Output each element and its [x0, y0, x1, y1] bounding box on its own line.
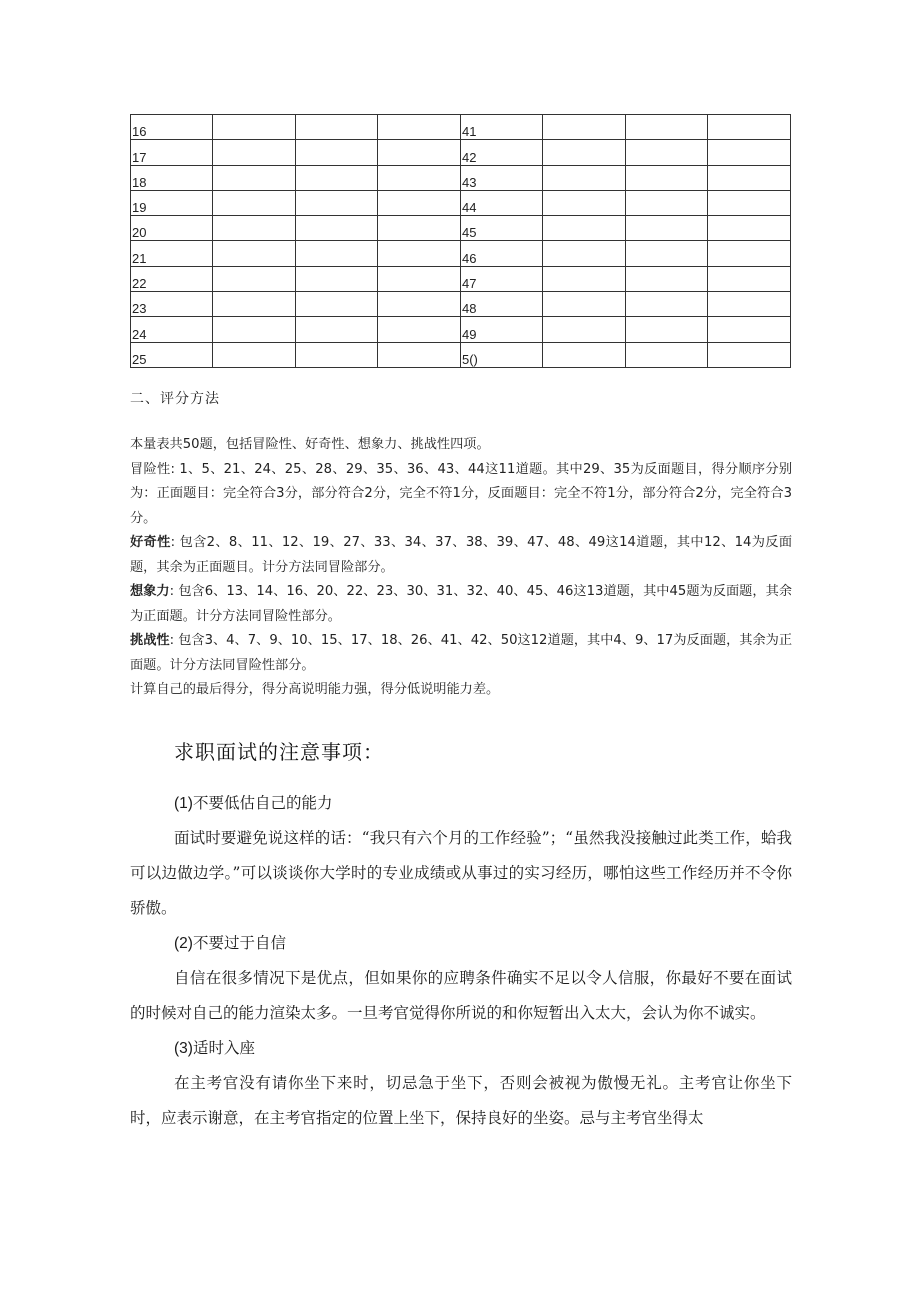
- imagination-label: 想象力: [130, 584, 170, 599]
- answer-cell: [626, 266, 708, 291]
- adventure-label: 冒险性: [130, 461, 171, 477]
- question-number-right: 43: [461, 165, 543, 190]
- curiosity-label: 好奇性: [130, 535, 171, 550]
- question-number-right: 46: [461, 241, 543, 266]
- question-number-left: 25: [131, 342, 213, 367]
- answer-cell: [296, 241, 378, 266]
- question-number-left: 19: [131, 190, 213, 215]
- answer-cell: [378, 292, 461, 317]
- question-number-right: 49: [461, 317, 543, 342]
- answer-cell: [296, 266, 378, 291]
- answer-cell: [708, 165, 791, 190]
- answer-cell: [543, 115, 626, 140]
- table-row: [131, 115, 791, 140]
- table-row: [131, 190, 791, 215]
- answer-cell: [543, 317, 626, 342]
- question-number-left: 16: [131, 115, 213, 140]
- answer-cell: [626, 241, 708, 266]
- table-row: [131, 342, 791, 367]
- question-number-right: 44: [461, 190, 543, 215]
- answer-cell: [296, 165, 378, 190]
- question-number-left: 21: [131, 241, 213, 266]
- question-number-left: 23: [131, 292, 213, 317]
- answer-cell: [296, 216, 378, 241]
- answer-cell: [543, 165, 626, 190]
- answer-cell: [708, 292, 791, 317]
- answer-cell: [296, 292, 378, 317]
- answer-cell: [378, 266, 461, 291]
- table-row: [131, 140, 791, 165]
- answer-cell: [626, 342, 708, 367]
- note-3-heading: (3)适时入座: [174, 1040, 255, 1057]
- note-1-heading: (1)不要低估自己的能力: [174, 795, 333, 812]
- answer-cell: [296, 140, 378, 165]
- answer-cell: [378, 216, 461, 241]
- answer-table: [130, 114, 791, 368]
- answer-cell: [213, 140, 296, 165]
- answer-cell: [626, 190, 708, 215]
- answer-cell: [213, 165, 296, 190]
- answer-cell: [296, 342, 378, 367]
- answer-cell: [213, 190, 296, 215]
- scoring-method: [130, 433, 792, 703]
- question-number-left: 17: [131, 140, 213, 165]
- answer-cell: [543, 190, 626, 215]
- answer-cell: [378, 190, 461, 215]
- question-number-right: 41: [461, 115, 543, 140]
- scoring-intro: 本量表共50题，包括冒险性、好奇性、想象力、挑战性四项。: [130, 437, 490, 452]
- table-row: [131, 317, 791, 342]
- answer-cell: [626, 140, 708, 165]
- answer-cell: [378, 241, 461, 266]
- note-2-heading: (2)不要过于自信: [174, 935, 286, 952]
- answer-cell: [213, 342, 296, 367]
- answer-cell: [626, 115, 708, 140]
- question-number-left: 20: [131, 216, 213, 241]
- adventure-text: : 1、5、21、24、25、28、29、35、36、43、44这11道题。其中29、35为反面题目，得分顺序分别为：正面题目：完全符合3分，部分符合2分，完全不符1分，反面题目：完全不符1分，部分符合2分，完全符合3分。: [130, 461, 793, 526]
- table-row: [131, 241, 791, 266]
- answer-cell: [543, 266, 626, 291]
- scoring-imagination: [130, 580, 792, 629]
- scoring-challenge: [130, 629, 792, 678]
- answer-cell: [626, 216, 708, 241]
- scoring-conclusion: 计算自己的最后得分，得分高说明能力强，得分低说明能力差。: [130, 682, 500, 697]
- answer-cell: [708, 317, 791, 342]
- question-number-left: 24: [131, 317, 213, 342]
- challenge-text: : 包含3、4、7、9、10、15、17、18、26、41、42、50这12道题，其中4、9、17为反面题，其余为正面题。计分方法同冒险性部分。: [130, 633, 793, 673]
- answer-cell: [708, 241, 791, 266]
- notes-title: 求职面试的注意事项：: [174, 740, 384, 764]
- curiosity-text: : 包含2、8、11、12、19、27、33、34、37、38、39、47、48、49这14道题，其中12、14为反面题，其余为正面题目。计分方法同冒险部分。: [130, 535, 793, 575]
- answer-cell: [378, 342, 461, 367]
- answer-cell: [296, 317, 378, 342]
- answer-cell: [213, 292, 296, 317]
- table-row: [131, 216, 791, 241]
- answer-cell: [213, 241, 296, 266]
- answer-cell: [296, 190, 378, 215]
- answer-cell: [543, 140, 626, 165]
- answer-cell: [296, 115, 378, 140]
- note-3-body: 在主考官没有请你坐下来时，切忌急于坐下，否则会被视为傲慢无礼。主考官让你坐下时，应表示谢意，在主考官指定的位置上坐下，保持良好的坐姿。忌与主考官坐得太: [130, 1074, 792, 1127]
- answer-cell: [543, 241, 626, 266]
- answer-cell: [213, 115, 296, 140]
- answer-cell: [708, 115, 791, 140]
- answer-cell: [378, 317, 461, 342]
- question-number-left: 22: [131, 266, 213, 291]
- scoring-adventure: [130, 458, 792, 532]
- answer-cell: [213, 216, 296, 241]
- answer-cell: [378, 115, 461, 140]
- answer-cell: [708, 216, 791, 241]
- table-row: [131, 266, 791, 291]
- question-number-right: 42: [461, 140, 543, 165]
- imagination-text: : 包含6、13、14、16、20、22、23、30、31、32、40、45、46这13道题，其中45题为反面题，其余为正面题。计分方法同冒险性部分。: [130, 584, 793, 624]
- answer-cell: [543, 216, 626, 241]
- challenge-label: 挑战性: [130, 633, 170, 648]
- interview-notes: [130, 786, 792, 1136]
- note-1-body: 面试时要避免说这样的话：“我只有六个月的工作经验”；“虽然我没接触过此类工作，蛤我可以边做边学。”可以谈谈你大学时的专业成绩或从事过的实习经历，哪怕这些工作经历并不令你骄傲。: [130, 829, 792, 917]
- question-number-left: 18: [131, 165, 213, 190]
- table-row: [131, 292, 791, 317]
- answer-cell: [543, 342, 626, 367]
- answer-cell: [213, 266, 296, 291]
- answer-cell: [708, 342, 791, 367]
- answer-cell: [378, 165, 461, 190]
- answer-cell: [626, 292, 708, 317]
- answer-cell: [543, 292, 626, 317]
- question-number-right: 5(): [461, 342, 543, 367]
- answer-cell: [626, 165, 708, 190]
- scoring-curiosity: [130, 531, 792, 580]
- answer-cell: [626, 317, 708, 342]
- note-2-body: 自信在很多情况下是优点，但如果你的应聘条件确实不足以令人信服，你最好不要在面试的时候对自己的能力渲染太多。一旦考官觉得你所说的和你短暂出入太大，会认为你不诚实。: [130, 969, 792, 1022]
- answer-cell: [213, 317, 296, 342]
- table-row: [131, 165, 791, 190]
- answer-cell: [378, 140, 461, 165]
- question-number-right: 45: [461, 216, 543, 241]
- section-title-scoring: 二、评分方法: [130, 391, 220, 407]
- question-number-right: 47: [461, 266, 543, 291]
- answer-cell: [708, 190, 791, 215]
- answer-cell: [708, 266, 791, 291]
- question-number-right: 48: [461, 292, 543, 317]
- answer-cell: [708, 140, 791, 165]
